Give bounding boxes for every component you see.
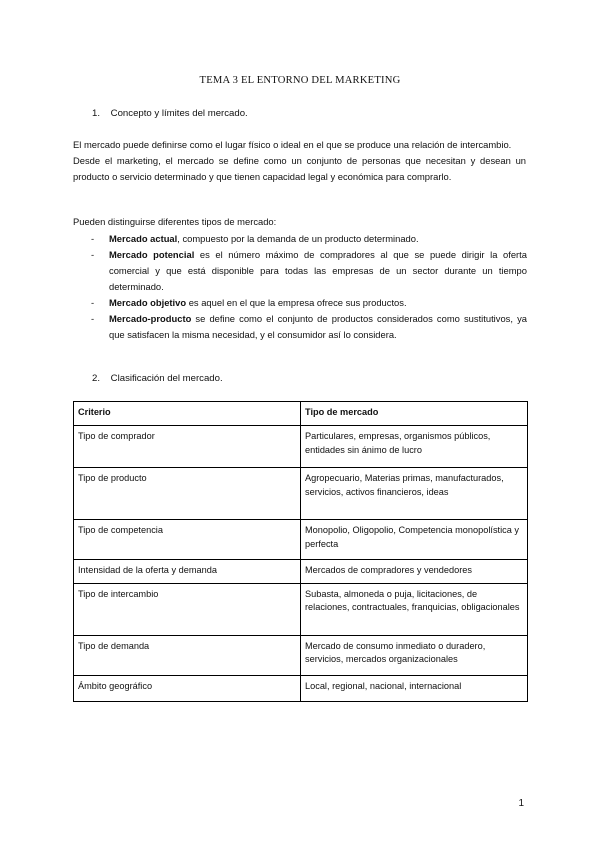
definition: es aquel en el que la empresa ofrece sus productos. bbox=[186, 297, 407, 308]
table-cell: Subasta, almoneda o puja, licitaciones, de relaciones, contractuales, franquicias, obligacionales bbox=[301, 583, 528, 635]
market-types-list bbox=[91, 231, 527, 343]
table-cell: Tipo de producto bbox=[74, 468, 301, 520]
table-cell: Tipo de competencia bbox=[74, 520, 301, 560]
table-cell: Particulares, empresas, organismos públicos, entidades sin ánimo de lucro bbox=[301, 426, 528, 468]
table-cell: Intensidad de la oferta y demanda bbox=[74, 560, 301, 584]
definition: es el número máximo de compradores al que se puede dirigir la oferta comercial y que está disponible para todas las empresas de un sector durante un tiempo determinado. bbox=[109, 249, 527, 292]
page-title: TEMA 3 EL ENTORNO DEL MARKETING bbox=[199, 75, 401, 86]
table-row bbox=[74, 426, 528, 468]
table-cell: Mercados de compradores y vendedores bbox=[301, 560, 528, 584]
table-cell: Tipo de intercambio bbox=[74, 583, 301, 635]
column-header-criterio: Criterio bbox=[74, 402, 301, 426]
section-1-heading bbox=[92, 108, 248, 119]
table-cell: Agropecuario, Materias primas, manufacturados, servicios, activos financieros, ideas bbox=[301, 468, 528, 520]
table-cell: Mercado de consumo inmediato o duradero, servicios, mercados organizacionales bbox=[301, 635, 528, 675]
definition: , compuesto por la demanda de un producto determinado. bbox=[177, 233, 419, 244]
section-1-number: 1. bbox=[92, 108, 101, 119]
list-item: - Mercado actual, compuesto por la demanda de un producto determinado. bbox=[91, 233, 419, 244]
table-row bbox=[74, 635, 528, 675]
table-cell: Ámbito geográfico bbox=[74, 675, 301, 701]
term: Mercado actual bbox=[109, 233, 178, 244]
section-2-heading bbox=[92, 373, 223, 384]
page-number: 1 bbox=[518, 798, 524, 809]
term: Mercado objetivo bbox=[109, 297, 187, 308]
list-item: - Mercado-producto se define como el conjunto de productos considerados como sustitutivos, ya que satisfacen la misma necesidad, y el consumidor así lo considera. bbox=[91, 313, 527, 340]
table-row bbox=[74, 520, 528, 560]
list-item: - Mercado potencial es el número máximo de compradores al que se puede dirigir la oferta comercial y que está disponible para todas las empresas de un sector durante un tiempo determinado. bbox=[91, 249, 527, 292]
table-cell: Monopolio, Oligopolio, Competencia monopolística y perfecta bbox=[301, 520, 528, 560]
table-row bbox=[74, 583, 528, 635]
paragraph-market-definition: El mercado puede definirse como el lugar físico o ideal en el que se produce una relación de intercambio. bbox=[73, 139, 512, 150]
table-header-row bbox=[74, 402, 528, 426]
term: Mercado potencial bbox=[109, 249, 195, 260]
market-types-intro: Pueden distinguirse diferentes tipos de mercado: bbox=[73, 216, 277, 227]
section-2-number: 2. bbox=[92, 373, 101, 384]
definition: se define como el conjunto de productos considerados como sustitutivos, ya que satisfacen la misma necesidad, y el consumidor así lo considera. bbox=[109, 313, 527, 340]
table-row bbox=[74, 675, 528, 701]
section-2-title: Clasificación del mercado. bbox=[110, 373, 223, 384]
list-item: - Mercado objetivo es aquel en el que la empresa ofrece sus productos. bbox=[91, 297, 407, 308]
table-cell: Local, regional, nacional, internacional bbox=[301, 675, 528, 701]
term: Mercado-producto bbox=[109, 313, 192, 324]
column-header-tipo-mercado: Tipo de mercado bbox=[301, 402, 528, 426]
table-cell: Tipo de comprador bbox=[74, 426, 301, 468]
paragraph-marketing-definition: Desde el marketing, el mercado se define como un conjunto de personas que necesitan y desean un producto o servicio determinado y que tienen capacidad legal y económica para comprarlo. bbox=[73, 155, 526, 182]
table-cell: Tipo de demanda bbox=[74, 635, 301, 675]
table-row bbox=[74, 560, 528, 584]
table-row bbox=[74, 468, 528, 520]
market-classification-table bbox=[73, 401, 528, 702]
section-1-title: Concepto y límites del mercado. bbox=[110, 108, 248, 119]
section-1-body bbox=[73, 137, 526, 185]
